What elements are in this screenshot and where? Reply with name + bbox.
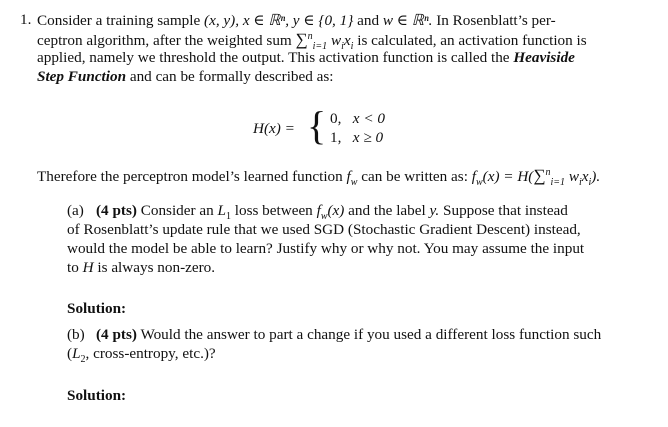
part-b-line-2: ($L_2$, cross-entropy, etc.)? xyxy=(67,345,216,366)
intro-line-3: applied, namely we threshold the output. This activation function is called the Heaviside xyxy=(37,49,575,66)
intro-line-4: Step Function and can be formally described as: xyxy=(37,68,334,85)
equation-lhs: H(x) = xyxy=(253,120,295,137)
problem-number: 1. xyxy=(20,11,32,28)
intro-line-2: ceptron algorithm, after the weighted sum ∑$^n_{i=1}$ $w_ix_i$ is calculated, an activation function is xyxy=(37,30,587,53)
equation-case-2: 1, x ≥ 0 xyxy=(330,129,384,146)
intro-line-1: Consider a training sample (x, y), x ∈ ℝⁿ, y ∈ {0, 1} and w ∈ ℝⁿ. In Rosenblatt’s per- xyxy=(37,12,556,29)
part-a-line-2: of Rosenblatt’s update rule that we used SGD (Stochastic Gradient Descent) instead, xyxy=(67,221,581,238)
part-a-line-1: (4 pts) Consider an $L_1$ loss between $f_w(x)$ and the label y. Suppose that instead xyxy=(96,202,568,223)
part-a-line-3: would the model be able to learn? Justify why or why not. You may assume the input xyxy=(67,240,585,257)
equation-brace: { xyxy=(307,103,327,148)
part-b-label: (b) xyxy=(67,326,85,343)
therefore-line: Therefore the perceptron model’s learned function $f_w$ can be written as: $f_w(x) = H(\sum^n_{i=1}$ $w_ix_i$). xyxy=(37,166,601,189)
part-a-solution: Solution: xyxy=(67,300,127,317)
part-b-solution: Solution: xyxy=(67,387,127,404)
part-a-line-4: to H is always non-zero. xyxy=(67,259,216,276)
part-a-label: (a) xyxy=(67,202,84,219)
part-b-line-1: (4 pts) Would the answer to part a change if you used a different loss function such xyxy=(96,326,602,343)
sum-expression: ∑$^n_{i=1}$ $w_ix_i$ xyxy=(295,30,354,53)
equation-case-1: 0, x < 0 xyxy=(330,110,385,127)
model-formula: $f_w(x) = H(\sum^n_{i=1}$ $w_ix_i$). xyxy=(471,166,601,189)
